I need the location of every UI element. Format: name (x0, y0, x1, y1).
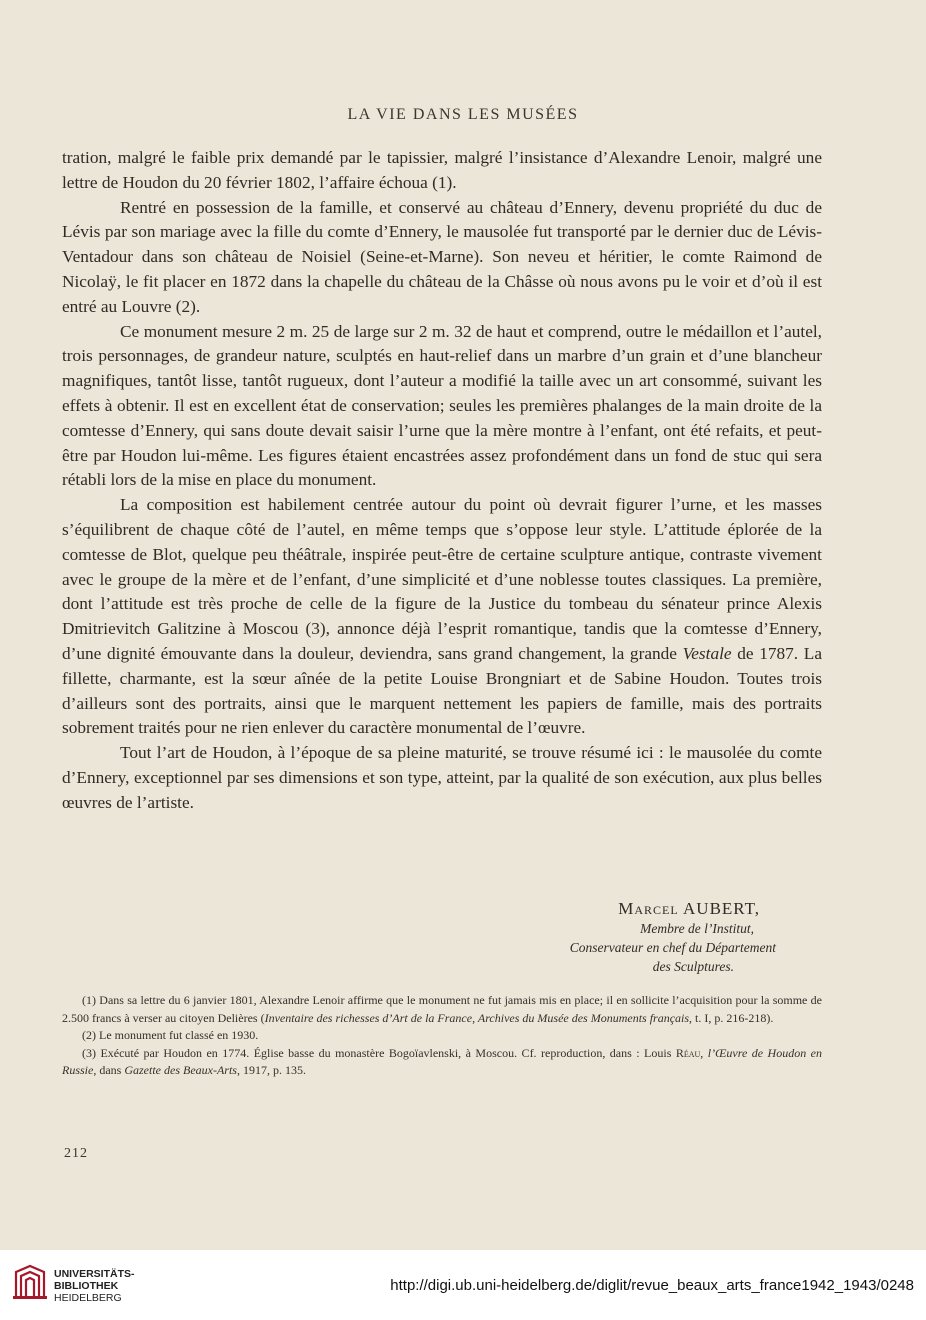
footnote-3 (62, 1045, 822, 1080)
library-name (54, 1268, 135, 1304)
footnote-citation: Gazette des Beaux-Arts (124, 1063, 237, 1077)
library-name-line: UNIVERSITÄTS- (54, 1268, 135, 1280)
author-title: Conservateur en chef du Département (569, 940, 776, 955)
footnote-text: , dans (93, 1063, 125, 1077)
paragraph-text: de 1787. La fillette, charmante, est la sœur aînée de la petite Louise Brongniart et de Sabine Houdon. Toutes trois d’ailleurs sont des portraits, ainsi que le marquent nettement les papiers de famille, mais des portraits sobrement traités pour ne rien enlever du caractère monumental de l’œuvre. (62, 643, 822, 738)
library-name-line: HEIDELBERG (54, 1292, 122, 1304)
footnote-text: , t. I, p. 216-218). (689, 1010, 774, 1025)
signature-block (440, 899, 776, 976)
paragraph: Ce monument mesure 2 m. 25 de large sur 2 m. 32 de haut et comprend, outre le médaillon et l’autel, trois personnages, de grandeur nature, sculptés en haut-relief dans un marbre d’un grain et d’une blancheur magnifiques, tantôt lisse, tantôt rugueux, dont l’auteur a modifié la taille avec un art consommé, suivant les effets à obtenir. Il est en excellent état de conservation; seules les premières phalanges de la main droite de la comtesse d’Ennery, qui sans doute devait saisir l’urne que la mère montre à l’enfant, ont été refaits, et peut-être par Houdon lui-même. Les figures étaient encastrées assez profondément dans un fond de stuc qui sera rétabli lors de la mise en place du monument. (62, 321, 822, 490)
footnote-text: (1) Dans sa lettre du 6 janvier 1801, Alexandre Lenoir affirme que le monument ne fut jamais mis en place; il en sollicite l’acquisition pour la somme de 2.500 francs à verser au citoyen Delières ( (62, 993, 822, 1025)
footnote-citation: l’Œuvre de Houdon en Russie (62, 1045, 822, 1077)
author-title: Membre de l’Institut, (640, 921, 754, 936)
footnote-2: (2) Le monument fut classé en 1930. (82, 1028, 259, 1042)
source-url-link[interactable]: http://digi.ub.uni-heidelberg.de/diglit/revue_beaux_arts_france1942_1943/0248 (390, 1277, 914, 1294)
library-logo-icon (10, 1262, 50, 1302)
paragraph-text: La composition est habilement centrée autour du point où devrait figurer l’urne, et les masses s’équilibrent de chaque côté de l’autel, en même temps que s’oppose leur style. L’attitude éplorée de la comtesse de Blot, quelque peu théâtrale, inspirée peut-être de certaine sculpture antique, contraste vivement avec le groupe de la mère et de l’enfant, d’une simplicité et d’une noblesse toutes classiques. La première, dont l’attitude est très proche de celle de la figure de la Justice du tombeau du sénateur prince Alexis Dmitrievitch Galitzine à Moscou (3), annonce déjà l’esprit romantique, tandis que la comtesse d’Ennery, d’une dignité émouvante dans la douleur, deviendra, sans grand changement, la grande (62, 495, 822, 663)
footnote-author: Réau (675, 1045, 701, 1060)
author-title: des Sculptures. (652, 959, 734, 974)
paragraph: Tout l’art de Houdon, à l’époque de sa pleine maturité, se trouve résumé ici : le mausolée du comte d’Ennery, exceptionnel par ses dimensions et son type, atteint, par la qualité de son exécution, aux plus belles œuvres de l’artiste. (62, 743, 822, 812)
paragraph (62, 493, 822, 741)
paragraph: Rentré en possession de la famille, et conservé au château d’Ennery, devenu propriété du duc de Lévis par son mariage avec la fille du comte d’Ennery, le mausolée fut transporté par le dernier duc de Lévis-Ventadour dans son château de Noisiel (Seine-et-Marne). Son neveu et héritier, le comte Raimond de Nicolaÿ, le fit placer en 1872 dans la chapelle du château de la Châsse où nous avons pu le voir et d’où il est entré au Louvre (2). (62, 197, 822, 316)
footnote-text: (3) Exécuté par Houdon en 1774. Église basse du monastère Bogoïavlenski, à Moscou. Cf. reproduction, dans : Louis (82, 1045, 676, 1060)
footnote-1 (62, 992, 822, 1027)
author-last-name: AUBERT, (683, 899, 760, 918)
page-number: 212 (64, 1146, 88, 1161)
footnote-text: , (700, 1045, 708, 1060)
paragraph: tration, malgré le faible prix demandé par le tapissier, malgré l’insistance d’Alexandre Lenoir, malgré une lettre de Houdon du 20 février 1802, l’affaire échoua (1). (62, 148, 822, 192)
running-head: LA VIE DANS LES MUSÉES (347, 106, 579, 123)
footnotes (62, 992, 822, 1080)
library-name-line: BIBLIOTHEK (54, 1280, 119, 1292)
footnote-citation: Inventaire des richesses d’Art de la France, Archives du Musée des Monuments français (264, 1010, 690, 1025)
author-first-name: Marcel (618, 899, 679, 918)
footnote-text: , 1917, p. 135. (236, 1063, 306, 1077)
vestale-title: Vestale (682, 643, 732, 663)
author-name (440, 899, 760, 919)
article-body (62, 146, 822, 816)
